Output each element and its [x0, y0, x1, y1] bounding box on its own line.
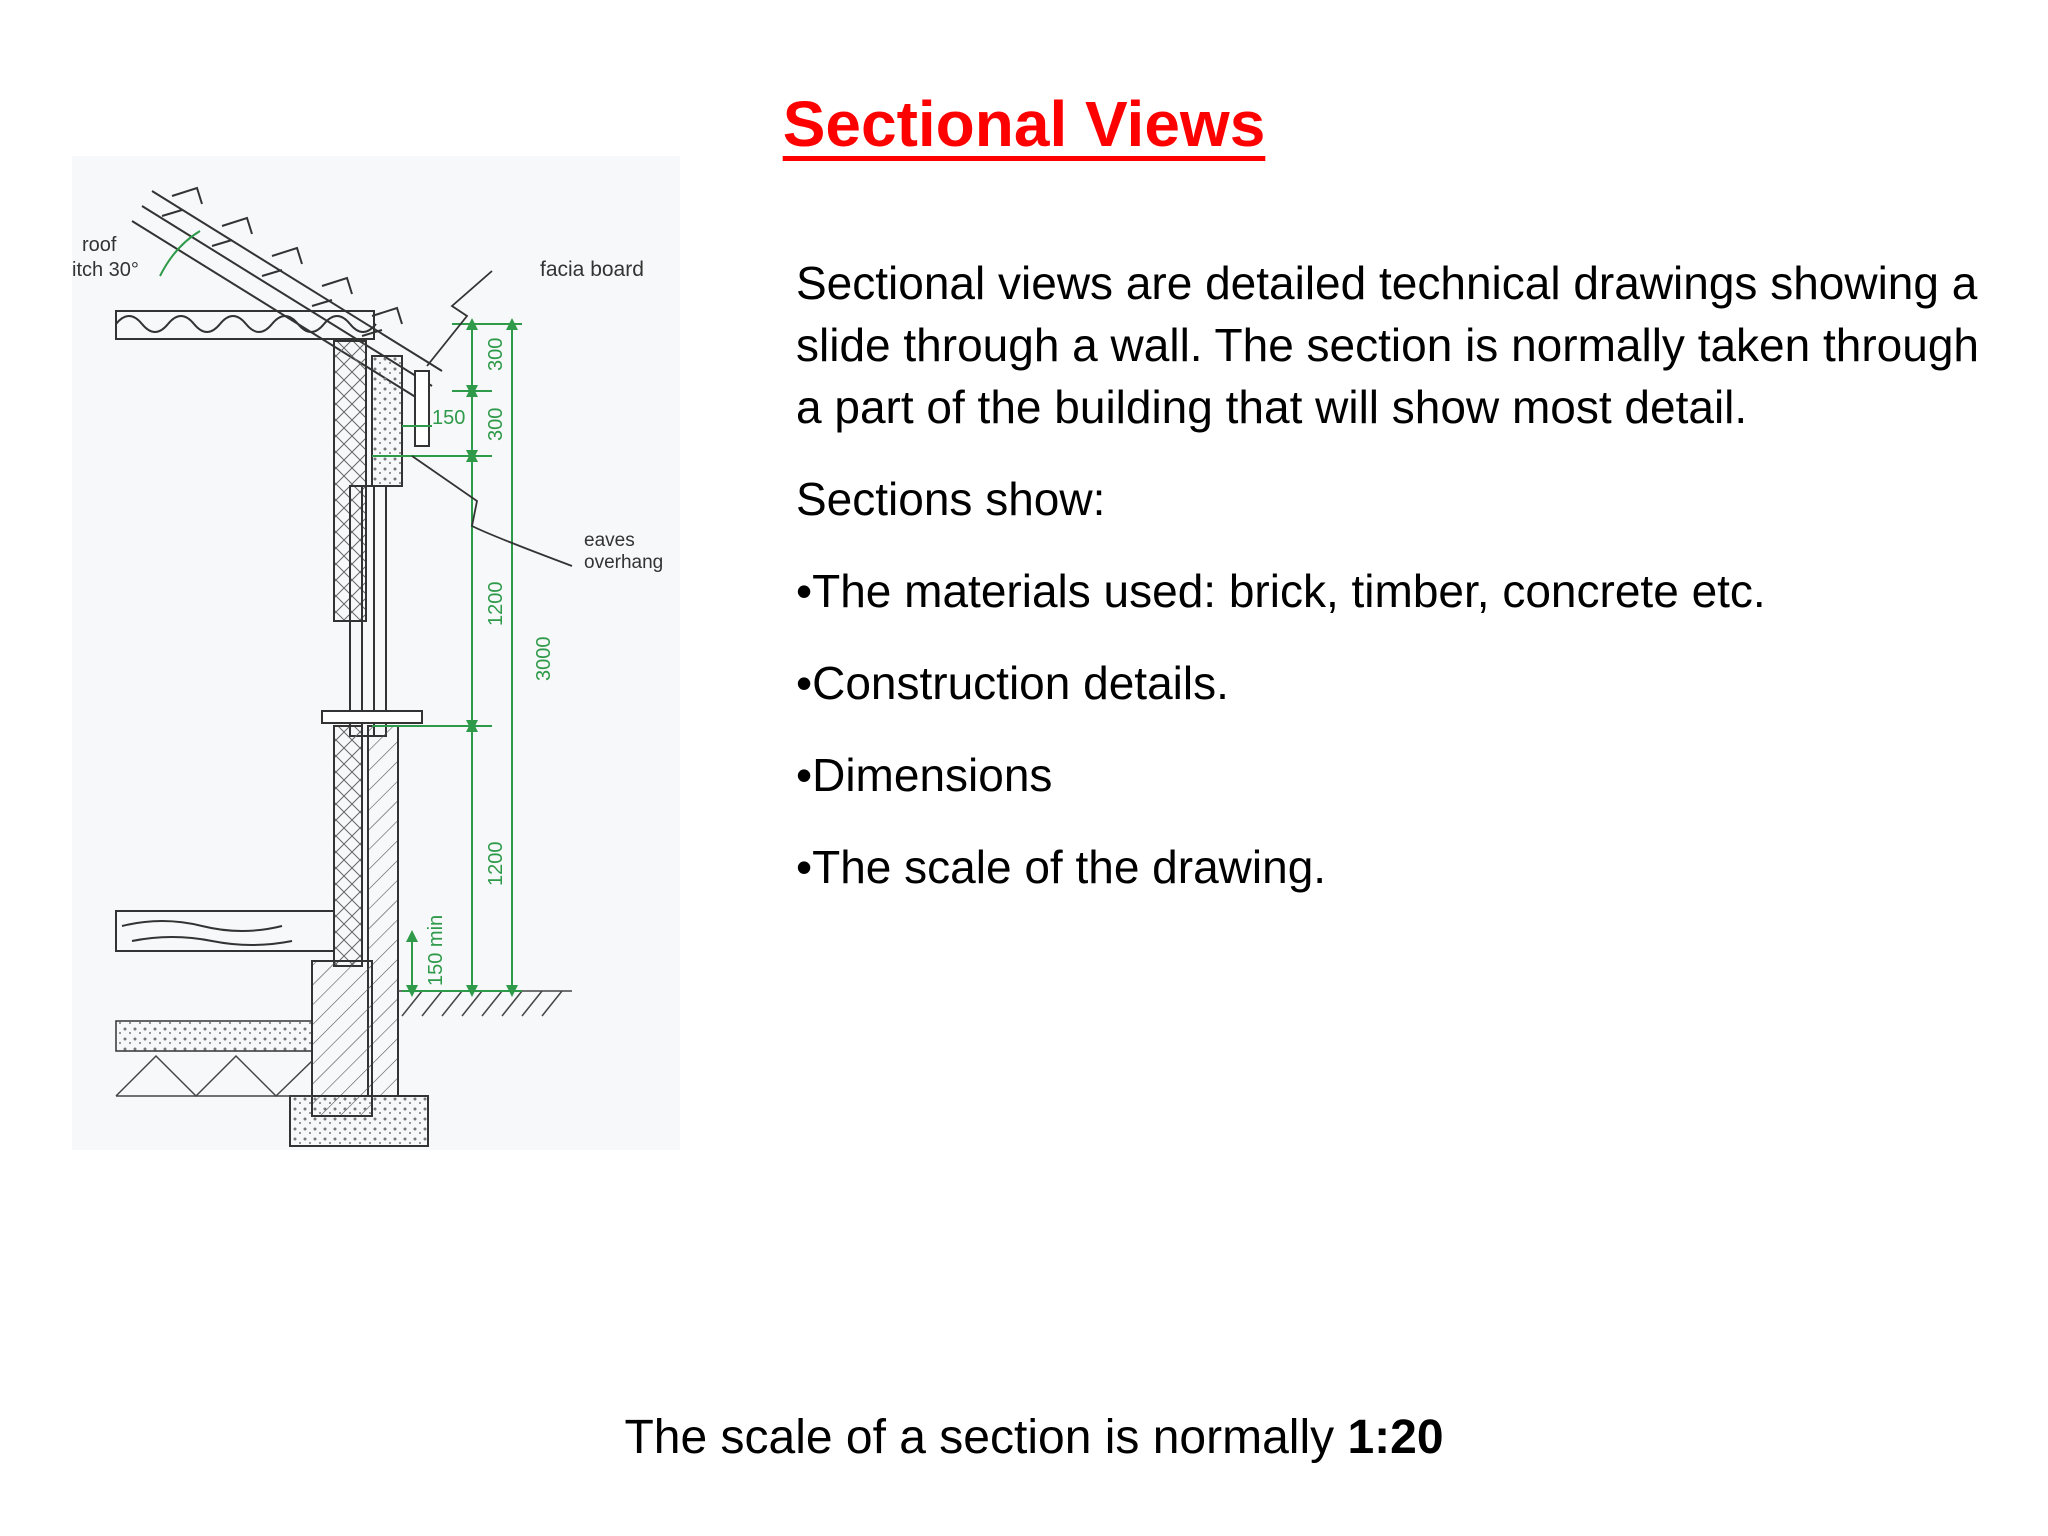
dim-1200-lower: 1200	[485, 841, 507, 886]
dim-3000: 3000	[533, 636, 555, 681]
scale-note-text: The scale of a section is normally	[624, 1411, 1348, 1464]
dim-1200-upper: 1200	[485, 581, 507, 626]
dim-300-mid: 300	[485, 407, 507, 441]
bullet-materials: •The materials used: brick, timber, concrete etc.	[796, 565, 1766, 617]
intro-paragraph: Sectional views are detailed technical drawings showing a slide through a wall. The section is normally taken through a part of the building that will show most detail.	[796, 257, 1980, 433]
scale-note	[0, 1408, 2048, 1468]
bullet-scale: •The scale of the drawing.	[796, 841, 1327, 893]
label-overhang: overhang	[584, 552, 664, 573]
label-eaves: eaves	[584, 530, 635, 551]
lower-wall-inner	[334, 726, 362, 966]
dim-300-top: 300	[485, 337, 507, 371]
dim-150: 150	[432, 407, 466, 429]
lintel	[372, 356, 402, 486]
fill-crosses	[116, 1056, 312, 1096]
window-sill	[322, 711, 422, 723]
floor-boards	[116, 911, 334, 951]
sections-heading: Sections show:	[796, 473, 1106, 525]
label-facia-board: facia board	[540, 258, 644, 281]
hardcore-layer	[116, 1021, 312, 1051]
external-ground	[398, 991, 572, 1016]
dim-150-min: 150 min	[425, 914, 447, 986]
bullet-dimensions: •Dimensions	[796, 749, 1053, 801]
footing	[290, 1096, 428, 1146]
bullet-construction: •Construction details.	[796, 657, 1229, 709]
wall-section-drawing	[72, 156, 680, 1150]
label-pitch: itch 30°	[72, 259, 139, 281]
slide-title: Sectional Views	[782, 88, 1266, 160]
wall-section-svg	[72, 156, 680, 1150]
scale-value: 1:20	[1347, 1411, 1444, 1464]
body-text	[796, 252, 1996, 898]
facia-board	[415, 371, 429, 446]
label-roof: roof	[82, 234, 117, 256]
foundation-wall	[312, 961, 372, 1116]
ceiling-sheet	[116, 311, 376, 339]
